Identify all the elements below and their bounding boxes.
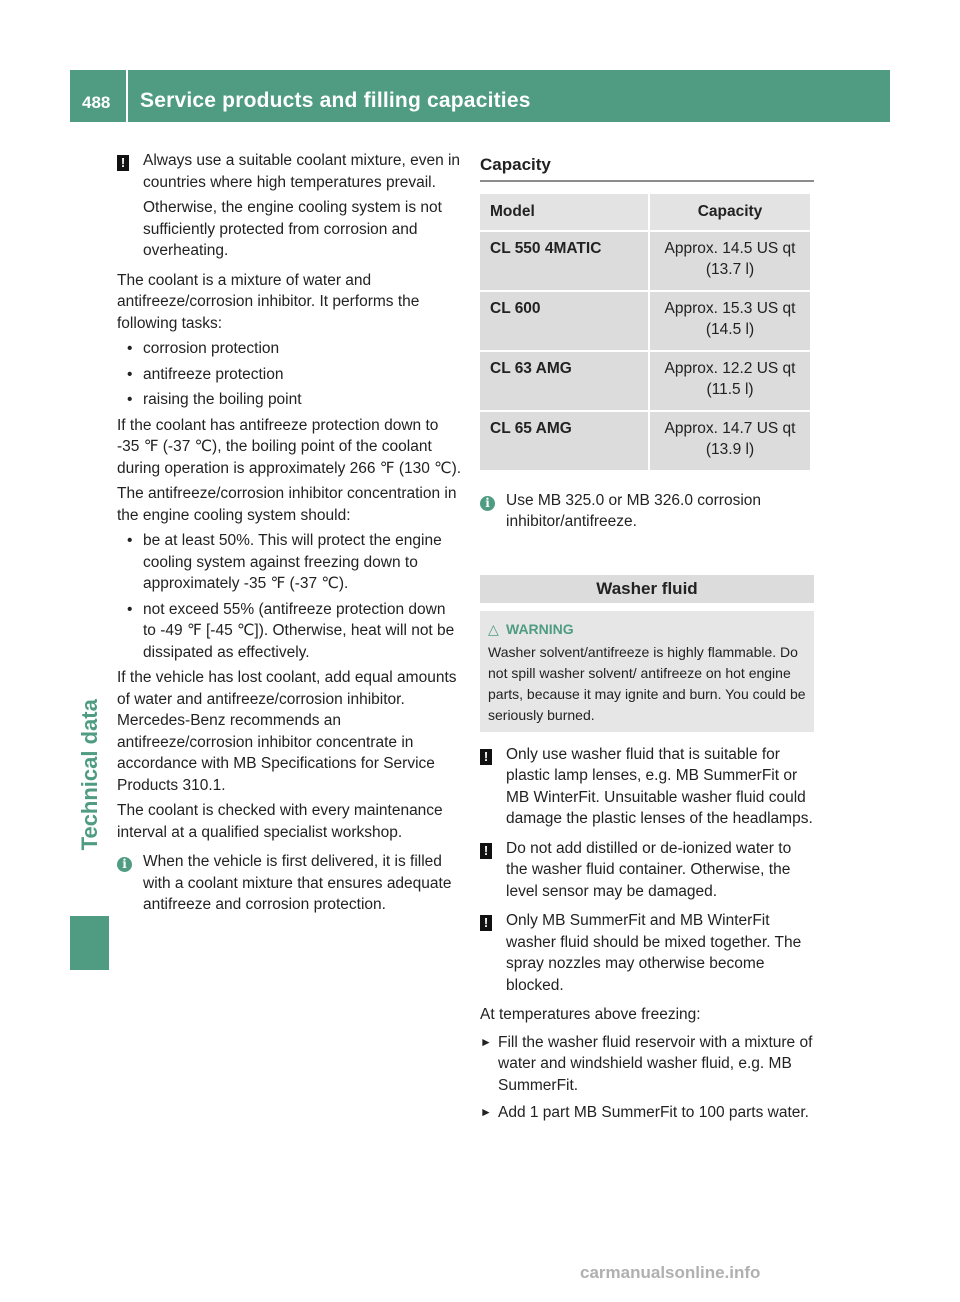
caution-note — [117, 150, 462, 262]
paragraph: The coolant is a mixture of water and antifreeze/corrosion inhibitor. It performs the following tasks: — [117, 271, 420, 332]
exclamation-icon: ! — [480, 840, 492, 862]
caution-text: Always use a suitable coolant mixture, even in countries where high temperatures prevail. — [143, 152, 461, 191]
model-cell: CL 63 AMG — [480, 352, 648, 410]
bullet-icon: • — [127, 391, 133, 408]
model-cell: CL 65 AMG — [480, 412, 648, 470]
table-row — [480, 352, 810, 410]
caution-note — [480, 910, 814, 996]
paragraph: The coolant is checked with every maintenance interval at a qualified specialist workshop. — [117, 802, 443, 841]
capacity-cell: Approx. 14.5 US qt (13.7 l) — [650, 232, 810, 290]
capacity-table — [478, 192, 812, 472]
page-number: 488 — [82, 93, 111, 112]
instruction-step: ► Add 1 part MB SummerFit to 100 parts water. — [480, 1102, 814, 1124]
paragraph: If the vehicle has lost coolant, add equal amounts of water and antifreeze/corrosion inhibitor. Mercedes-Benz recommends an antifreeze/corrosion inhibitor concentrate in accordance with MB Specifications for Service Products 310.1. — [117, 669, 457, 794]
info-text: Use MB 325.0 or MB 326.0 corrosion inhibitor/antifreeze. — [506, 491, 762, 530]
capacity-cell: Approx. 15.3 US qt (14.5 l) — [650, 292, 810, 350]
paragraph: The antifreeze/corrosion inhibitor concentration in the engine cooling system should: — [117, 485, 457, 524]
capacity-cell: Approx. 12.2 US qt (11.5 l) — [650, 352, 810, 410]
caution-text: Only MB SummerFit and MB WinterFit washer fluid should be mixed together. The spray nozzles may otherwise become blocked. — [506, 912, 802, 994]
exclamation-icon: ! — [117, 152, 129, 174]
table-row — [480, 412, 810, 470]
step-arrow-icon: ► — [480, 1105, 492, 1119]
warning-text: Washer solvent/antifreeze is highly flammable. Do not spill washer solvent/ antifreeze on hot engine parts, because it may ignite and burn. You could be seriously burned. — [488, 643, 806, 723]
side-tab-marker — [70, 916, 109, 970]
paragraph: If the coolant has antifreeze protection down to -35 ℉ (-37 ℃), the boiling point of the coolant during operation is approximately 266 ℉ (130 ℃). — [117, 416, 462, 477]
model-cell: CL 550 4MATIC — [480, 232, 648, 290]
table-row — [480, 292, 810, 350]
caution-text: Only use washer fluid that is suitable for plastic lamp lenses, e.g. MB SummerFit or MB WinterFit. Unsuitable washer fluid could damage the plastic lenses of the headlamps. — [506, 745, 813, 827]
info-note — [117, 851, 462, 916]
warning-box — [480, 611, 814, 732]
exclamation-icon: ! — [480, 912, 492, 934]
caution-note — [480, 744, 814, 830]
paragraph: At temperatures above freezing: — [480, 1006, 701, 1023]
info-note — [480, 490, 814, 533]
list-item: • raising the boiling point — [117, 389, 462, 411]
side-section-label: Technical data — [76, 699, 102, 851]
instruction-step: ► Fill the washer fluid reservoir with a mixture of water and windshield washer fluid, e.g. MB SummerFit. — [480, 1033, 813, 1094]
bullet-icon: • — [127, 532, 133, 549]
warning-triangle-icon: △ — [488, 620, 499, 637]
table-header-row — [480, 194, 810, 230]
caution-text-2: Otherwise, the engine cooling system is not sufficiently protected from corrosion and overheating. — [143, 199, 442, 259]
exclamation-icon: ! — [480, 746, 492, 768]
table-row — [480, 232, 810, 290]
info-icon: i — [480, 492, 495, 514]
page-title: Service products and filling capacities — [140, 89, 531, 112]
caution-note — [480, 838, 814, 903]
bullet-icon: • — [127, 365, 133, 383]
right-column — [480, 150, 814, 1130]
list-item: • not exceed 55% (antifreeze protection down to -49 ℉ [-45 ℃]). Otherwise, heat will not be dissipated as effectively. — [127, 600, 455, 661]
caution-text: Do not add distilled or de-ionized water to the washer fluid container. Otherwise, the level sensor may be damaged. — [506, 839, 792, 900]
step-arrow-icon: ► — [480, 1034, 492, 1049]
list-item: • antifreeze protection — [117, 364, 462, 386]
bullet-icon: • — [127, 600, 133, 618]
warning-title: △ WARNING — [506, 619, 806, 640]
list-item: • be at least 50%. This will protect the engine cooling system against freezing down to approximately -35 ℉ (-37 ℃). — [127, 532, 442, 592]
column-header: Model — [480, 194, 648, 230]
capacity-cell: Approx. 14.7 US qt (13.9 l) — [650, 412, 810, 470]
washer-fluid-heading: Washer fluid — [480, 575, 814, 603]
list-item: • corrosion protection — [117, 338, 462, 360]
info-icon: i — [117, 853, 132, 875]
header-divider — [126, 70, 128, 122]
column-header: Capacity — [650, 194, 810, 230]
capacity-heading: Capacity — [480, 154, 814, 182]
left-column — [117, 150, 462, 924]
watermark-text: carmanualsonline.info — [580, 1263, 761, 1282]
bullet-icon: • — [127, 340, 133, 357]
info-text: When the vehicle is first delivered, it is filled with a coolant mixture that ensures adequate antifreeze and corrosion protection. — [143, 853, 452, 913]
model-cell: CL 600 — [480, 292, 648, 350]
